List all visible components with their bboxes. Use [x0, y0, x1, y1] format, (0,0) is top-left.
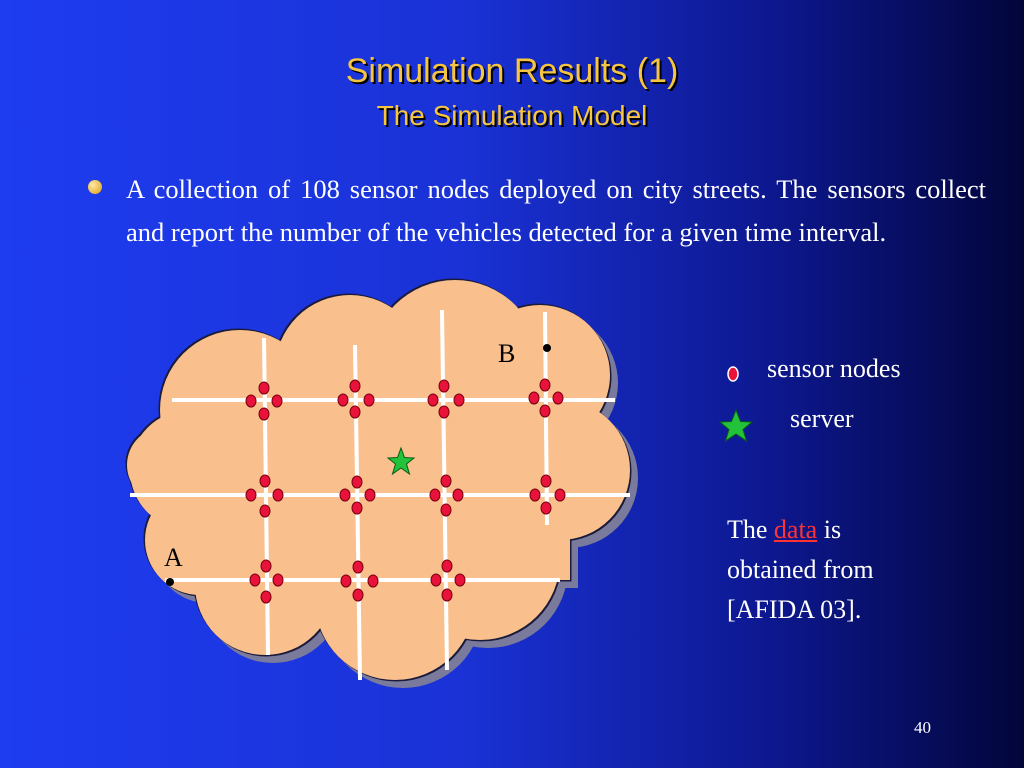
legend-server-label: server [790, 404, 854, 433]
note-suffix: is [823, 515, 842, 544]
bullet-text: A collection of 108 sensor nodes deployed on city streets. The sensors collect and report the number of the vehicles detected for a given time interval. [126, 174, 986, 247]
point-b-marker [543, 344, 551, 352]
city-cloud [127, 280, 630, 680]
note-prefix: The [727, 515, 768, 544]
point-b-label: B [498, 339, 516, 368]
point-a-marker [166, 578, 174, 586]
sensor-node-icon [728, 367, 738, 381]
slide-title: Simulation Results (1) [345, 52, 679, 90]
data-link[interactable]: data [773, 515, 818, 544]
note-citation: [AFIDA 03]. [727, 595, 862, 624]
data-source-note [727, 510, 987, 630]
legend-sensor-label: sensor nodes [767, 354, 901, 383]
point-a-label: A [164, 543, 183, 572]
note-line-2: obtained from [727, 555, 874, 584]
page-number: 40 [914, 718, 931, 737]
server-legend-icon [720, 410, 752, 441]
slide-subtitle: The Simulation Model [376, 100, 648, 131]
